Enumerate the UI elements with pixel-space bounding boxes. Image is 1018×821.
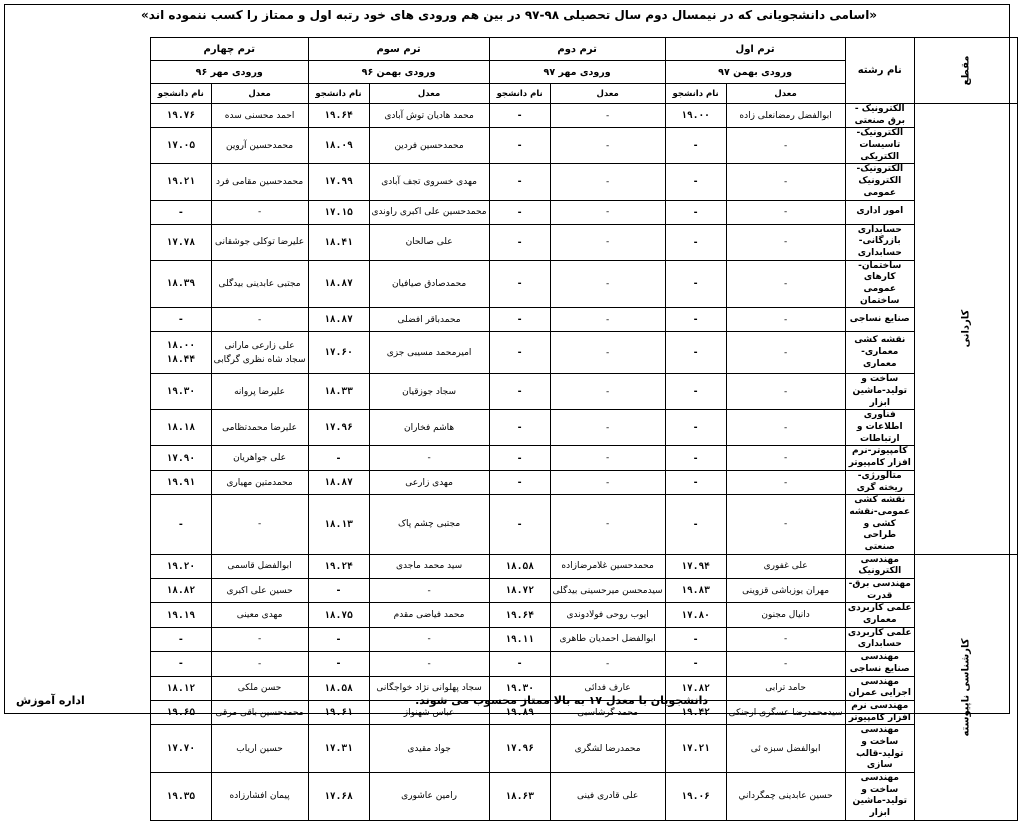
student-average: ۱۸.۵۸ — [308, 676, 369, 700]
student-average: ۱۸.۶۳ — [489, 773, 550, 821]
student-name: علی صالحان — [369, 224, 489, 260]
student-average: ۱۹.۸۳ — [665, 579, 726, 603]
student-name: سید محمد ماجدی — [369, 554, 489, 578]
student-name: محمدحسین فردین — [369, 128, 489, 164]
major-name: مهندسی الکترونیک — [845, 554, 914, 578]
entry-header-3: ورودی بهمن ۹۶ — [308, 61, 489, 84]
student-name: حامد ترابی — [726, 676, 845, 700]
student-average: ۱۷.۱۵ — [308, 200, 369, 224]
student-name: - — [726, 495, 845, 554]
student-name: محمدرضا لشگری — [550, 725, 665, 773]
major-name: امور اداری — [845, 200, 914, 224]
student-average: - — [151, 652, 212, 676]
student-average: ۱۹.۰۰ — [665, 104, 726, 128]
student-average: - — [665, 260, 726, 308]
student-name: محمدحسین غلامرضازاده — [550, 554, 665, 578]
student-name: - — [369, 579, 489, 603]
student-name: - — [726, 627, 845, 651]
student-average: ۱۹.۱۹ — [151, 603, 212, 627]
major-name: علمی کاربردی معماری — [845, 603, 914, 627]
student-name: - — [550, 374, 665, 410]
table-row — [151, 308, 1018, 332]
student-average: ۱۹.۳۵ — [151, 773, 212, 821]
student-average: - — [665, 627, 726, 651]
student-average: ۱۹.۰۶ — [665, 773, 726, 821]
entry-header-4: ورودی مهر ۹۶ — [151, 61, 309, 84]
student-name: - — [550, 308, 665, 332]
table-row — [151, 224, 1018, 260]
student-average: ۱۹.۲۴ — [308, 554, 369, 578]
student-name: - — [726, 128, 845, 164]
student-average: - — [489, 332, 550, 374]
student-name: - — [369, 446, 489, 470]
student-average: ۱۷.۹۶ — [308, 410, 369, 446]
student-name: ابوالفضل رمضانعلی زاده — [726, 104, 845, 128]
student-average: - — [151, 627, 212, 651]
student-average: ۱۹.۴۲ — [665, 700, 726, 724]
student-average: ۱۹.۱۱ — [489, 627, 550, 651]
student-average: - — [665, 308, 726, 332]
student-average: - — [489, 260, 550, 308]
student-name-header: نام دانشجو — [308, 84, 369, 104]
table-row — [151, 332, 1018, 374]
student-name: - — [726, 332, 845, 374]
student-average: ۱۹.۲۱ — [151, 164, 212, 200]
average-header: معدل — [726, 84, 845, 104]
student-average: - — [665, 410, 726, 446]
student-name: سجاد جوزقیان — [369, 374, 489, 410]
student-average: ۱۸.۰۰ ۱۸.۴۴ — [151, 332, 212, 374]
student-average: ۱۹.۲۰ — [151, 554, 212, 578]
student-name: - — [726, 164, 845, 200]
student-average: ۱۸.۸۲ — [151, 579, 212, 603]
student-name: محمدحسین مقامی فرد — [211, 164, 308, 200]
student-average: ۱۹.۳۰ — [489, 676, 550, 700]
student-name: مهدی معینی — [211, 603, 308, 627]
student-name: - — [550, 260, 665, 308]
student-average: - — [489, 470, 550, 494]
student-average: ۱۷.۸۰ — [665, 603, 726, 627]
student-name: - — [211, 652, 308, 676]
table-row — [151, 725, 1018, 773]
student-average: ۱۸.۱۸ — [151, 410, 212, 446]
student-name: علیرضا محمدتظامی — [211, 410, 308, 446]
student-name: - — [726, 200, 845, 224]
term-header-4: ترم چهارم — [151, 38, 309, 61]
student-name: - — [550, 332, 665, 374]
table-row — [151, 652, 1018, 676]
education-office-label: اداره آموزش — [16, 694, 85, 707]
student-name: - — [726, 410, 845, 446]
student-name: محمدمتین مهیاری — [211, 470, 308, 494]
student-average: ۱۸.۳۹ — [151, 260, 212, 308]
student-average: - — [489, 224, 550, 260]
student-name: - — [369, 652, 489, 676]
term-header-3: ترم سوم — [308, 38, 489, 61]
major-name: مهندسی نرم افزار کامپیوتر — [845, 700, 914, 724]
major-name: مهندسی برق-قدرت — [845, 579, 914, 603]
student-name-header: نام دانشجو — [489, 84, 550, 104]
table-row — [151, 164, 1018, 200]
table-row — [151, 128, 1018, 164]
student-average: - — [665, 200, 726, 224]
student-name: - — [726, 470, 845, 494]
student-average: - — [489, 495, 550, 554]
table-row — [151, 603, 1018, 627]
student-average: - — [308, 652, 369, 676]
student-name: عباس شهنواز — [369, 700, 489, 724]
table-row — [151, 446, 1018, 470]
student-average: ۱۷.۸۲ — [665, 676, 726, 700]
student-name: - — [726, 446, 845, 470]
student-name: علی قادری فینی — [550, 773, 665, 821]
student-name: احمد محسنی سده — [211, 104, 308, 128]
section-associate: کاردانی — [914, 104, 1017, 555]
footer-note: دانشجویان با معدل ۱۷ به بالا ممتاز محسوب می شوند. — [415, 694, 708, 707]
document-title: «اسامی دانشجویانی که در نیمسال دوم سال تحصیلی ۹۸-۹۷ در بین هم ورودی های خود رتبه اول و ممتاز را کسب ننموده اند» — [140, 8, 878, 22]
student-average: - — [489, 446, 550, 470]
table-row — [151, 554, 1018, 578]
table-row — [151, 579, 1018, 603]
student-average: - — [489, 652, 550, 676]
student-average: ۱۷.۹۰ — [151, 446, 212, 470]
student-name: علیرضا پروانه — [211, 374, 308, 410]
term-header-2: ترم دوم — [489, 38, 665, 61]
student-name: - — [211, 495, 308, 554]
table-row — [151, 260, 1018, 308]
student-average: ۱۹.۶۴ — [308, 104, 369, 128]
student-average: ۱۷.۰۵ — [151, 128, 212, 164]
student-name: حسین عابدینی چمگرداني — [726, 773, 845, 821]
term-header-1: ترم اول — [665, 38, 845, 61]
student-name: حسین اریاب — [211, 725, 308, 773]
student-name: - — [550, 446, 665, 470]
student-name: ابوالفضل قاسمی — [211, 554, 308, 578]
student-average: ۱۸.۸۷ — [308, 470, 369, 494]
student-name: جواد مقیدی — [369, 725, 489, 773]
student-name: - — [726, 308, 845, 332]
student-average: ۱۹.۸۹ — [489, 700, 550, 724]
major-name: الکترونیک - برق صنعتی — [845, 104, 914, 128]
student-name: ایوب روحی فولادوندی — [550, 603, 665, 627]
student-average: - — [151, 308, 212, 332]
average-header: معدل — [211, 84, 308, 104]
student-name-header: نام دانشجو — [151, 84, 212, 104]
student-average: - — [151, 495, 212, 554]
student-average: - — [489, 128, 550, 164]
student-name: علی غفوری — [726, 554, 845, 578]
student-name: علیرضا توکلی جوشقانی — [211, 224, 308, 260]
student-average: - — [665, 446, 726, 470]
student-average: ۱۹.۳۰ — [151, 374, 212, 410]
student-name: - — [726, 652, 845, 676]
major-header: نام رشته — [845, 38, 914, 104]
student-name: - — [550, 470, 665, 494]
student-name: - — [211, 200, 308, 224]
major-name: متالورژی-ریخته گری — [845, 470, 914, 494]
table-body — [151, 104, 1018, 821]
student-name: - — [726, 260, 845, 308]
student-average: ۱۸.۸۷ — [308, 260, 369, 308]
student-name: - — [550, 128, 665, 164]
student-average: ۱۷.۹۴ — [665, 554, 726, 578]
student-name: محمد گرشاسبی — [550, 700, 665, 724]
table-row — [151, 495, 1018, 554]
student-name: سیدمحسن میرحسینی بیدگلی — [550, 579, 665, 603]
student-name: - — [550, 104, 665, 128]
student-name: رامین عاشوری — [369, 773, 489, 821]
student-name: محمدحسین باقی مرقی — [211, 700, 308, 724]
student-average: ۱۸.۸۷ — [308, 308, 369, 332]
major-name: الکترونیک-الکترونیک عمومی — [845, 164, 914, 200]
student-name: مجتبی عابدینی بیدگلی — [211, 260, 308, 308]
student-average: ۱۸.۷۵ — [308, 603, 369, 627]
student-average: - — [489, 164, 550, 200]
student-name: حسین علی اکبری — [211, 579, 308, 603]
student-average: ۱۸.۱۲ — [151, 676, 212, 700]
section-header: مقطع — [914, 38, 1017, 104]
major-name: علمی کاربردی حسابداری — [845, 627, 914, 651]
student-average: - — [665, 128, 726, 164]
major-name: الکترونیک-تاسیسات الکتریکی — [845, 128, 914, 164]
table-row — [151, 200, 1018, 224]
student-name: - — [369, 627, 489, 651]
major-name: مهندسی ساخت و تولید-ماشین ابزار — [845, 773, 914, 821]
major-name: نقشه کشی معماری-معماری — [845, 332, 914, 374]
entry-header-1: ورودی بهمن ۹۷ — [665, 61, 845, 84]
student-average: - — [151, 200, 212, 224]
student-average: ۱۸.۴۱ — [308, 224, 369, 260]
major-name: مهندسی ساخت و تولید-قالب سازی — [845, 725, 914, 773]
student-average: - — [308, 446, 369, 470]
student-average: - — [665, 164, 726, 200]
student-name: امیرمحمد مسیبی جزی — [369, 332, 489, 374]
student-average: ۱۷.۶۰ — [308, 332, 369, 374]
major-name: ساخت و تولید-ماشین ابزار — [845, 374, 914, 410]
student-average: ۱۹.۷۶ — [151, 104, 212, 128]
student-name: محمدحسین آروین — [211, 128, 308, 164]
table-row — [151, 410, 1018, 446]
student-average: ۱۹.۹۱ — [151, 470, 212, 494]
student-name: - — [211, 627, 308, 651]
student-name: محمد هادیان توش آبادی — [369, 104, 489, 128]
student-average: ۱۷.۷۰ — [151, 725, 212, 773]
student-name: مجتبی چشم پاک — [369, 495, 489, 554]
student-name: سجاد پهلوانی نژاد خواجگانی — [369, 676, 489, 700]
student-name: علی زارعی مارانی سجاد شاه نظری گرگابی — [211, 332, 308, 374]
student-average: - — [308, 579, 369, 603]
table-row — [151, 374, 1018, 410]
table-row — [151, 627, 1018, 651]
student-name: - — [550, 200, 665, 224]
student-name: پیمان افشارزاده — [211, 773, 308, 821]
student-name: محمدحسین علی اکبری راوندی — [369, 200, 489, 224]
student-average: ۱۸.۰۹ — [308, 128, 369, 164]
student-average: ۱۷.۹۹ — [308, 164, 369, 200]
student-average: ۱۷.۷۸ — [151, 224, 212, 260]
student-name: - — [550, 495, 665, 554]
student-average: ۱۹.۶۴ — [489, 603, 550, 627]
student-average: ۱۹.۶۱ — [308, 700, 369, 724]
table-row — [151, 104, 1018, 128]
student-average: ۱۷.۹۶ — [489, 725, 550, 773]
student-name: ابوالفضل سبزه ئی — [726, 725, 845, 773]
student-average: ۱۸.۳۳ — [308, 374, 369, 410]
student-average: - — [489, 374, 550, 410]
student-name: مهدی زارعی — [369, 470, 489, 494]
student-name: مهران یوزباشی قزوینی — [726, 579, 845, 603]
student-average: - — [665, 332, 726, 374]
student-name: - — [550, 164, 665, 200]
major-name: صنایع نساجی — [845, 308, 914, 332]
student-name: - — [550, 652, 665, 676]
student-average: ۱۸.۱۳ — [308, 495, 369, 554]
student-name: - — [211, 308, 308, 332]
major-name: کامپیوتر-نرم افزار کامپیوتر — [845, 446, 914, 470]
student-average: ۱۷.۲۱ — [665, 725, 726, 773]
student-average: ۱۷.۶۸ — [308, 773, 369, 821]
table-row — [151, 773, 1018, 821]
student-name-header: نام دانشجو — [665, 84, 726, 104]
student-name: مهدی خسروی تجف آبادی — [369, 164, 489, 200]
major-name: حسابداری بازرگانی-حسابداری — [845, 224, 914, 260]
student-name: محمدصادق صیافیان — [369, 260, 489, 308]
student-average: - — [489, 308, 550, 332]
table-row — [151, 470, 1018, 494]
student-name: محمد فیاضی مقدم — [369, 603, 489, 627]
major-name: نقشه کشی عمومی-نقشه کشی و طراحی صنعتی — [845, 495, 914, 554]
major-name: فناوری اطلاعات و ارتباطات — [845, 410, 914, 446]
student-name: عارف فدائی — [550, 676, 665, 700]
student-average: ۱۸.۷۲ — [489, 579, 550, 603]
student-average: - — [489, 200, 550, 224]
entry-header-2: ورودی مهر ۹۷ — [489, 61, 665, 84]
student-average: - — [665, 495, 726, 554]
average-header: معدل — [550, 84, 665, 104]
student-average: - — [665, 374, 726, 410]
student-average: - — [665, 470, 726, 494]
student-average: - — [489, 104, 550, 128]
major-name: ساختمان-کارهای عمومی ساختمان — [845, 260, 914, 308]
major-name: مهندسی اجرایی عمران — [845, 676, 914, 700]
student-average: ۱۷.۳۱ — [308, 725, 369, 773]
student-average: - — [308, 627, 369, 651]
student-average: - — [665, 652, 726, 676]
student-name: - — [726, 374, 845, 410]
student-name: سیدمحمدرضا عسگری ارجنکی — [726, 700, 845, 724]
student-name: دانیال مجنون — [726, 603, 845, 627]
student-average: - — [489, 410, 550, 446]
average-header: معدل — [369, 84, 489, 104]
student-average: - — [665, 224, 726, 260]
student-average: ۱۸.۵۸ — [489, 554, 550, 578]
section-bachelor: کارشناسی ناپیوسته — [914, 554, 1017, 820]
student-name: - — [550, 224, 665, 260]
student-name: هاشم فخاران — [369, 410, 489, 446]
student-name: محمدباقر افضلی — [369, 308, 489, 332]
student-name: حسن ملکی — [211, 676, 308, 700]
student-name: ابوالفضل احمدیان طاهری — [550, 627, 665, 651]
student-name: علی جواهریان — [211, 446, 308, 470]
major-name: مهندسی صنایع نساجی — [845, 652, 914, 676]
student-name: - — [550, 410, 665, 446]
student-average: ۱۹.۶۵ — [151, 700, 212, 724]
student-name: - — [726, 224, 845, 260]
